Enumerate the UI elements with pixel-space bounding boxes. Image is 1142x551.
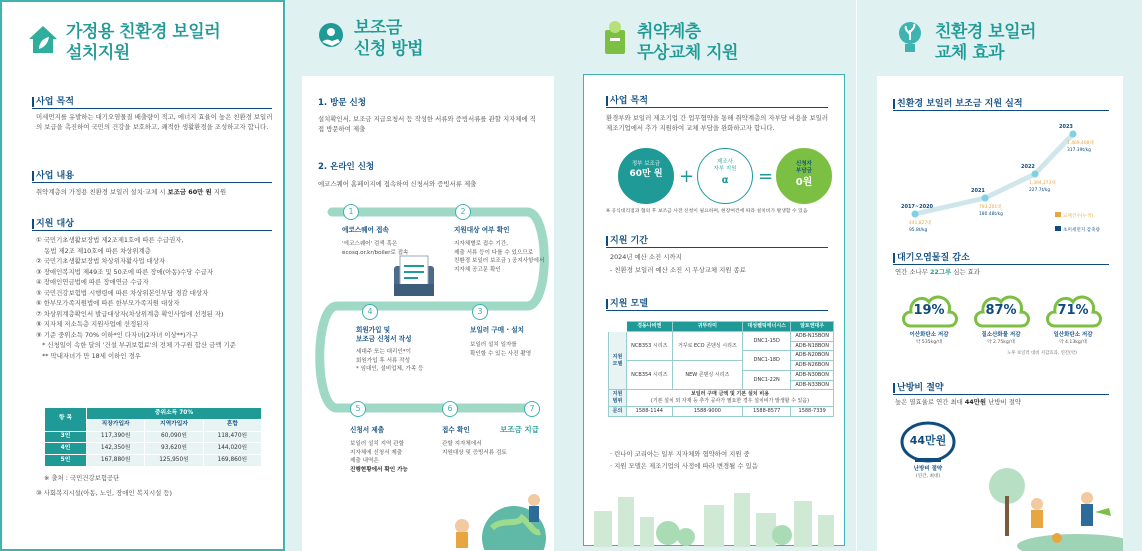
hand-coin-icon — [316, 22, 346, 52]
table-cell: ADB-N15BON — [791, 331, 834, 341]
chart-point — [1032, 171, 1039, 178]
manufacturer-support-circle: 제조사 자부 지원 α — [697, 148, 753, 204]
table-row-label: 5인 — [45, 455, 87, 467]
bulb-leaf-icon — [895, 20, 925, 54]
table-cell: DNC1-15D — [743, 331, 791, 351]
step-title: 에코스퀘어 접속 — [342, 226, 389, 234]
table-row-label: 4인 — [45, 443, 87, 455]
reduction-label: 질소산화물 저감 — [981, 332, 1021, 338]
boiler-leaf-icon — [601, 20, 629, 54]
data-label-count: 1,469,408대 — [1067, 141, 1094, 146]
step-title: 지원대상 여부 확인 — [454, 226, 510, 234]
applicant-cost-circle: 신청자 부담금 0원 — [776, 148, 832, 204]
city-skyline-illustration — [584, 483, 846, 547]
step-desc: 보일러 설치 지역 관할 지자체에 신청서 제출 제출 내역은 진행현황에서 확인 가능 — [350, 441, 408, 473]
table-cell: 118,470원 — [203, 431, 261, 443]
data-label-count: 441,827대 — [909, 221, 932, 226]
footnote: · 린나이 코리아는 일부 지자체와 협약하여 지원 중 — [610, 450, 750, 458]
replacement-card — [583, 74, 845, 546]
section-heading-period: 지원 기간 — [606, 235, 828, 248]
income-table — [44, 407, 262, 467]
table-header-item: 항 목 — [45, 408, 87, 432]
gardening-people-illustration — [977, 456, 1123, 551]
panel3-title-line1: 취약계층 — [637, 22, 701, 42]
table-cell: NEW 콘덴싱 시리즈 — [672, 361, 742, 390]
reduction-note: 노후 보일러 대비 저감효과, 연간(약) — [1007, 351, 1077, 356]
table-header-span: 중위소득 70% — [87, 408, 262, 420]
coin-sub: (연간, 최대) — [915, 474, 941, 479]
data-label-reduction: 95.8t/kg — [909, 228, 928, 233]
row-header: 지원 모델 — [609, 331, 627, 390]
target-list-item: ⑥ 한부모가족지원법에 따른 한부모가족지원 대상자 — [36, 299, 180, 307]
col-header: 알토엔대우 — [791, 322, 834, 332]
panel1-title-line1: 가정용 친환경 보일러 — [66, 22, 221, 42]
panel2-title-line2: 신청 방법 — [354, 39, 424, 60]
reduction-sub: 약 4.13kg/대 — [1059, 340, 1087, 345]
table-cell: ADB-N18BON — [791, 341, 834, 351]
house-leaf-icon — [26, 22, 60, 56]
chart-legend — [1055, 212, 1100, 234]
table-cell: 1588-7339 — [791, 406, 834, 416]
reduction-sub: 약 535kg/대 — [915, 340, 943, 345]
panel4-title-line1: 친환경 보일러 — [935, 22, 1036, 42]
table-row — [45, 443, 262, 455]
panel-effects — [857, 0, 1142, 551]
table-cell: 60,090원 — [145, 431, 203, 443]
panel2-title-line1: 보조금 — [354, 18, 402, 38]
target-list-item: 동법 제2조 제10호에 따른 차상위계층 — [36, 246, 151, 255]
table-cell: ADB-N20BON — [791, 351, 834, 361]
col-header: 경동나비엔 — [627, 322, 673, 332]
row-header: 지원 범위 — [609, 390, 627, 407]
table-cell: ADB-N26BON — [791, 361, 834, 371]
target-list-item: ⑧ 지자체 저소득층 지원사업에 선정된자 — [36, 320, 149, 328]
target-list-item: ** 막내자녀가 만 18세 이하인 경우 — [36, 351, 141, 360]
step-title: 보일러 구매 · 설치 — [470, 326, 524, 334]
chart-point — [982, 195, 989, 202]
footnote: · 지원 모델은 제조기업의 사정에 따라 변경될 수 있음 — [610, 462, 758, 470]
online-text: 에코스퀘어 홈페이지에 접속하여 신청서와 증빙서류 제출 — [318, 180, 477, 188]
chart-point — [912, 211, 919, 218]
x-tick-label: 2021 — [971, 188, 985, 194]
table-cell: DNC1-22N — [743, 370, 791, 390]
coin-label: 난방비 절약 — [913, 466, 943, 472]
table-cell: DNC1-18D — [743, 351, 791, 371]
panel-application-method — [286, 0, 571, 551]
section-heading-performance: 친환경 보일러 보조금 지원 실적 — [893, 98, 1109, 111]
step-desc: 관할 지자체에서 지원대상 및 증빙서류 검토 — [442, 441, 507, 456]
section-heading-models: 지원 모델 — [606, 298, 828, 311]
co2-reduction-cloud: 19% — [899, 288, 959, 332]
table-row — [609, 361, 834, 371]
x-tick-label: 2022 — [1021, 164, 1035, 170]
step-number: 1 — [343, 204, 359, 220]
step-desc: 보일러 설치 일자를 확인할 수 있는 사진 촬영 — [470, 342, 532, 357]
step-number: 4 — [362, 304, 378, 320]
purpose-text: 환경부와 보일러 제조기업 간 업무협약을 통해 취약계층의 자부담 비용을 보일러 제조기업에서 추가 지원하여 교체 부담을 완화하고자 합니다. — [606, 114, 829, 133]
section-heading-targets: 지원 대상 — [32, 218, 272, 231]
table-col-header: 지역가입자 — [145, 419, 203, 431]
step-title: 접수 확인 — [442, 426, 470, 434]
subsidy-note: ※ 공식대리점과 협의 후 보조금 사전 신청이 필요하며, 현장여건에 따라 설치비가 발생할 수 있음 — [606, 209, 808, 214]
table-cell: 1588-8577 — [743, 406, 791, 416]
reduction-sub: 약 2.75kg/대 — [987, 340, 1015, 345]
legend-item: 교체건수(누적) — [1055, 212, 1100, 220]
document-illustration — [388, 252, 440, 304]
target-list-item: ③ 장애인복지법 제49조 및 50조에 따른 장애(아동)수당 수급자 — [36, 267, 214, 276]
section-heading-pollutants: 대기오염물질 감소 — [893, 252, 1109, 265]
table-cell: 1588-9000 — [672, 406, 742, 416]
reduction-label: 일산화탄소 저감 — [1053, 332, 1093, 338]
legend-item: 초미세먼지 감축량 — [1055, 226, 1100, 234]
step-title: 보조금 지급 — [500, 425, 539, 434]
step-desc: '에코스퀘어' 검색 혹은 ecosq.or.kr/boiler로 접속 — [342, 241, 409, 256]
chart-point — [1070, 131, 1077, 138]
row-header: 문의 — [609, 406, 627, 416]
nox-reduction-cloud: 87% — [971, 288, 1031, 332]
panel-free-replacement — [571, 0, 856, 551]
table-row-label: 3인 — [45, 431, 87, 443]
table-cell: ADB-N33BON — [791, 380, 834, 390]
data-label-reduction: 180.48t/kg — [979, 212, 1003, 217]
target-list-item: ④ 장애인연금법에 따른 장애연금 수급자 — [36, 278, 149, 286]
panel3-title-line2: 무상교체 지원 — [637, 43, 738, 64]
target-list-item: ② 국민기초생활보장법 차상위자활사업 대상자 — [36, 257, 166, 265]
step-number: 7 — [524, 401, 540, 417]
table-cell: 142,350원 — [87, 443, 145, 455]
savings-text: 높은 열효율로 연간 최대 44만원 난방비 절약 — [895, 398, 1022, 406]
target-list-item: ⑤ 국민건강보험법 시행령에 따른 차상위본인부담 경감 대상자 — [36, 288, 209, 297]
models-table — [608, 321, 834, 417]
target-list-item: ⑦ 차상위계층확인서 발급대상자(차상위계층 확인사업에 선정된 자) — [36, 309, 224, 318]
table-cell: 93,620원 — [145, 443, 203, 455]
step-desc: 지자체별로 접수 기간, 제출 서류 등이 다를 수 있으므로 친환경 보일러 보조금 ) 공지사항에서 지자체 공고문 확인 — [454, 241, 545, 273]
step-title: 신청서 제출 — [350, 426, 385, 434]
table-row — [609, 406, 834, 416]
table-cell: 167,880원 — [87, 455, 145, 467]
step-number: 3 — [472, 304, 488, 320]
visit-text: 설치확인서, 보조금 지급요청서 등 작성한 서류와 증빙서류를 관할 지자체에 직접 방문하여 제출 — [318, 115, 536, 134]
effects-card — [877, 76, 1123, 551]
target-list-item: ① 국민기초생활보장법 제2조제1호에 따른 수급권자, — [36, 236, 184, 244]
table-cell: 144,020원 — [203, 443, 261, 455]
table-col-header: 혼합 — [203, 419, 261, 431]
step-number: 5 — [350, 401, 366, 417]
step-title: 회원가입 및 보조금 신청서 작성 — [356, 326, 412, 343]
application-card — [302, 76, 554, 551]
plus-icon: + — [679, 166, 695, 187]
table-row — [45, 431, 262, 443]
table-source: ※ 출처 : 국민건강보험공단 — [44, 474, 120, 482]
target-list — [36, 235, 282, 361]
table-cell: 거꾸로 ECO 콘덴싱 시리즈 — [672, 331, 742, 360]
chart-line — [915, 134, 1073, 214]
section-heading-purpose: 사업 목적 — [32, 96, 272, 109]
period-end-text: - 친환경 보일러 예산 소진 시 무상교체 지원 종료 — [610, 266, 746, 274]
section-heading-purpose: 사업 목적 — [606, 95, 828, 108]
target-list-item: ⑨ 기준 중위소득 70% 이하*인 다자녀(2자녀 이상**)가구 — [36, 330, 198, 339]
table-cell: NCB354 시리즈 — [627, 361, 673, 390]
data-label-reduction: 227.7t/kg — [1029, 188, 1051, 193]
table-row — [609, 390, 834, 407]
step-number: 6 — [442, 401, 458, 417]
table-row — [609, 331, 834, 341]
data-label-count: 793,201대 — [979, 205, 1002, 210]
target-last-item: ⑩ 사회복지시설(아동, 노인, 장애인 복지시설 등) — [36, 489, 173, 497]
co-reduction-cloud: 71% — [1043, 288, 1103, 332]
panel-installation-support — [0, 0, 285, 551]
pollutants-text: 연간 소나무 22그루 심는 효과 — [895, 268, 980, 276]
coin-icon: 44만원 — [899, 420, 957, 464]
table-cell: 169,860원 — [203, 455, 261, 467]
target-list-item: * 신청일이 속한 달의 '건설 부귀보험료'의 전체 가구원 합산 금액 기준 — [36, 341, 236, 349]
section-heading-heating-savings: 난방비 절약 — [893, 382, 1109, 395]
step-desc: 세대주 또는 대리인*이 회원가입 후 서류 작성 * 임대인, 설비업체, 가족 등 — [356, 349, 424, 373]
equals-icon: = — [758, 166, 774, 187]
range-cell: 보일러 구매 금액 및 기본 설치 비용 (기본 설치 외 자재 등 추가 공사가 필요한 경우 설치비가 발생할 수 있음) — [627, 390, 834, 407]
table-cell: ADB-N30BON — [791, 370, 834, 380]
data-label-reduction: 317.39t/kg — [1067, 148, 1091, 153]
col-header: 대성쎌틱에너시스 — [743, 322, 791, 332]
period-text: 2024년 예산 소진 시까지 — [610, 253, 682, 261]
x-tick-label: 2023 — [1059, 124, 1073, 130]
table-cell: NCB353 시리즈 — [627, 331, 673, 360]
online-heading: 2. 온라인 신청 — [318, 162, 375, 172]
reduction-label: 이산화탄소 저감 — [909, 332, 949, 338]
step-number: 2 — [455, 204, 471, 220]
section-heading-content: 사업 내용 — [32, 170, 272, 183]
table-row — [45, 455, 262, 467]
table-cell: 117,390원 — [87, 431, 145, 443]
purpose-text: 미세먼지를 유발하는 대기오염물질 배출량이 적고, 에너지 효율이 높은 친환경 보일러의 보급을 촉진하여 국민의 건강을 보호하고, 쾌적한 생활환경을 조성하고자 합니다. — [36, 113, 273, 132]
panel1-title-line2: 설치지원 — [66, 43, 130, 64]
globe-people-illustration — [422, 468, 552, 550]
x-tick-label: 2017~2020 — [901, 204, 934, 210]
data-label-count: 1,394,273대 — [1029, 181, 1056, 186]
table-cell: 1588-1144 — [627, 406, 673, 416]
table-col-header: 직장가입자 — [87, 419, 145, 431]
content-text: 취약계층의 가정용 친환경 보일러 설치·교체 시 보조금 60만 원 지원 — [36, 188, 227, 196]
gov-subsidy-circle: 정부 보조금 60만 원 — [618, 148, 674, 204]
table-cell: 125,950원 — [145, 455, 203, 467]
col-header: 귀뚜라미 — [672, 322, 742, 332]
panel4-title-line2: 교체 효과 — [935, 43, 1005, 64]
visit-heading: 1. 방문 신청 — [318, 98, 366, 108]
